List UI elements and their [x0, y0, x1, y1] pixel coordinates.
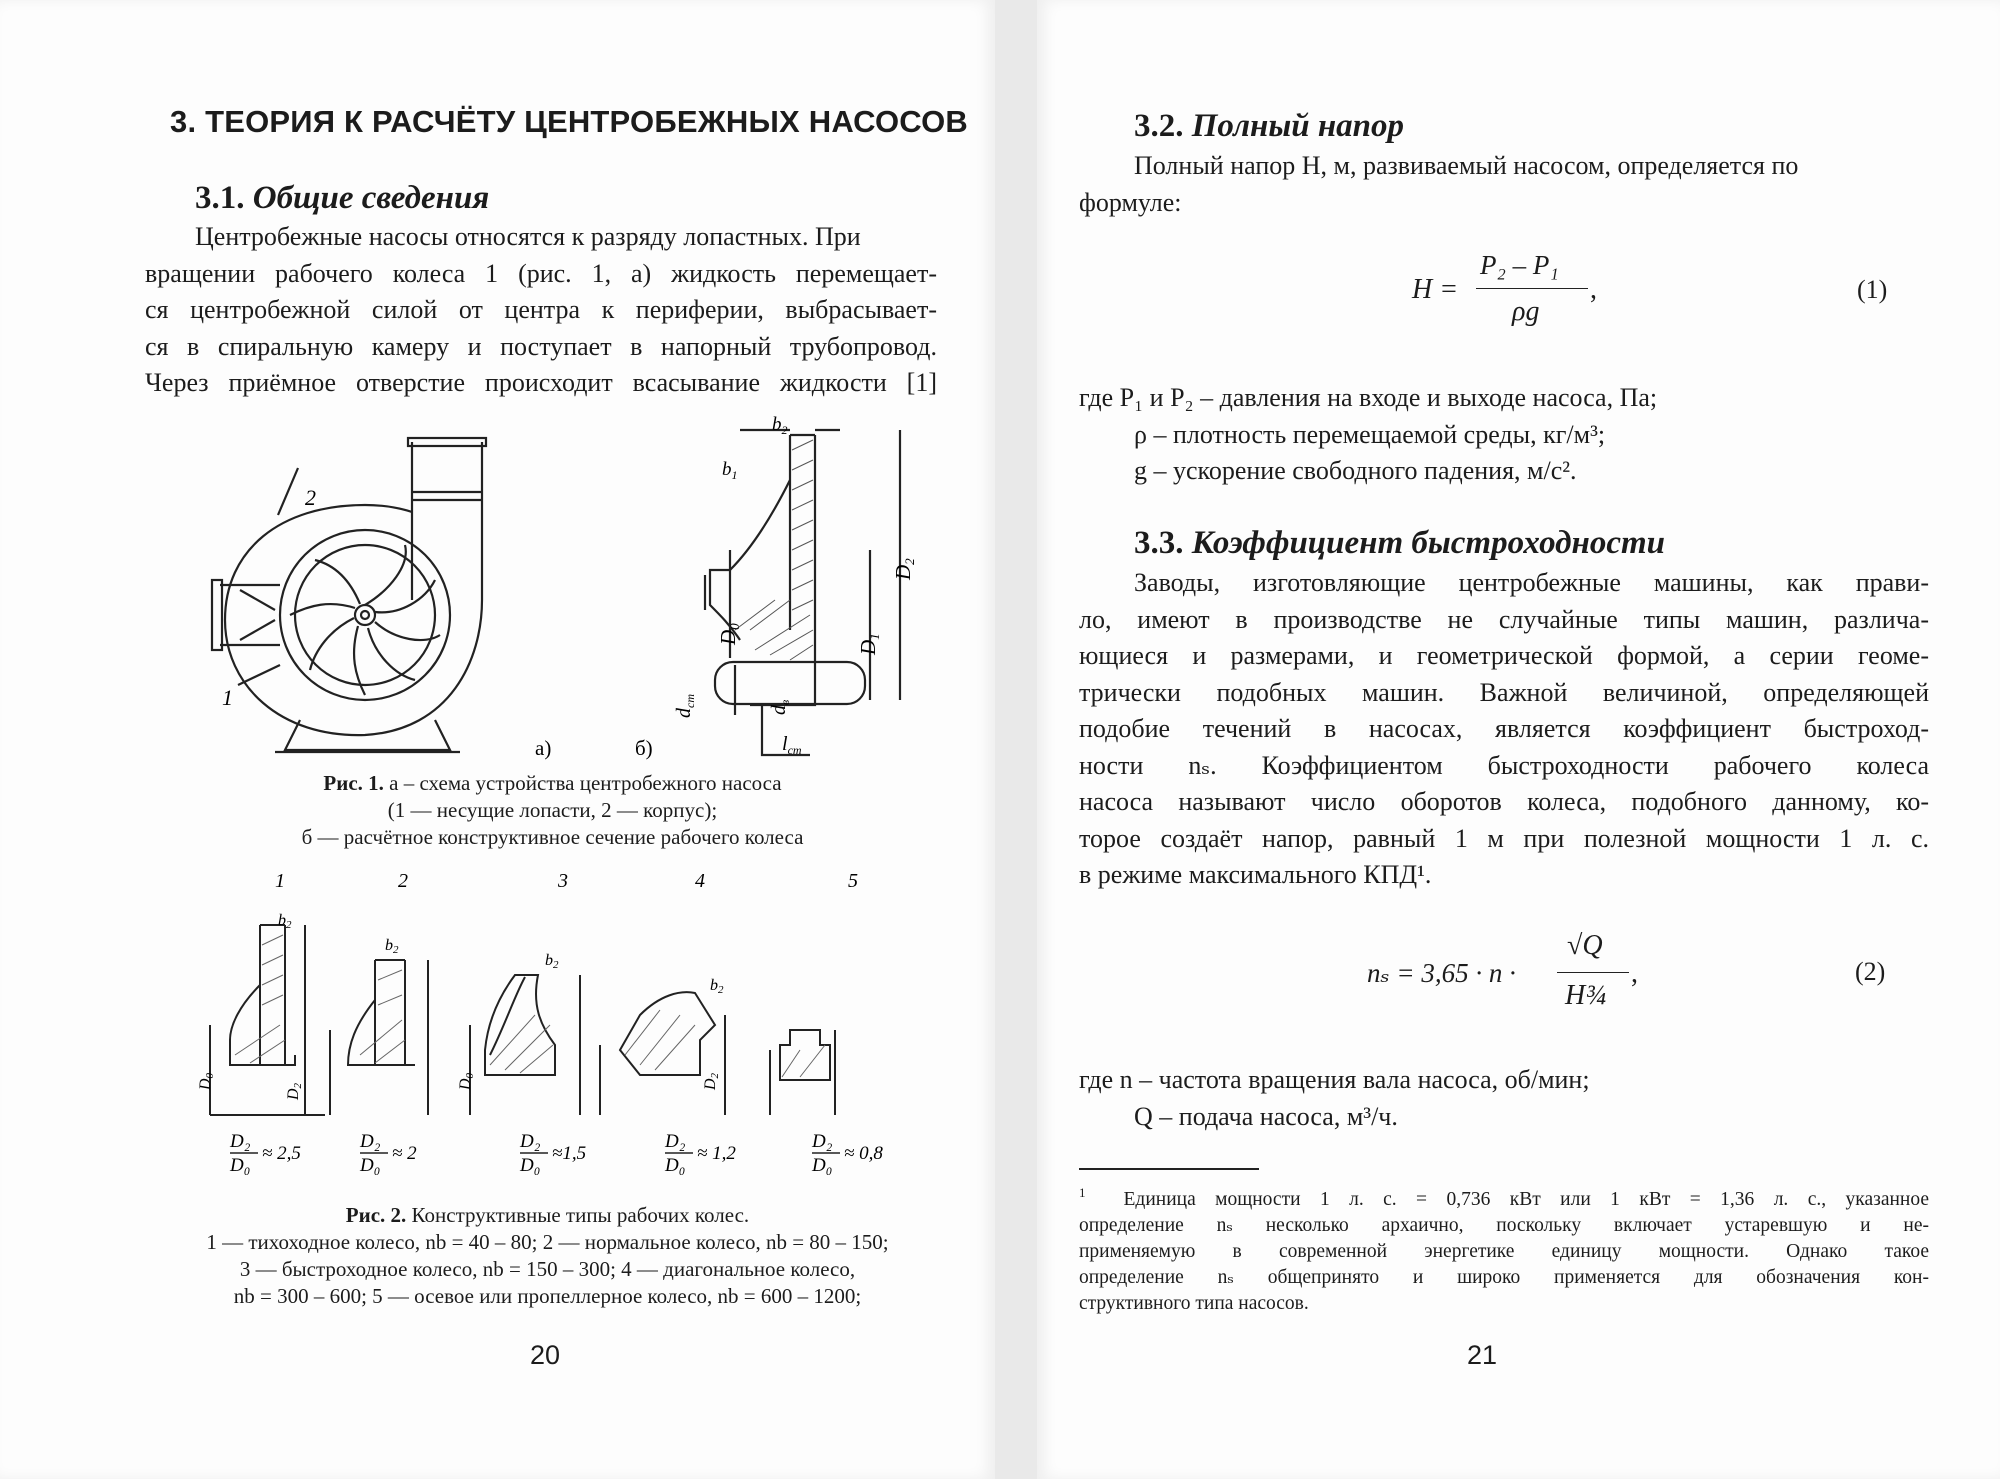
type-number: 4 [695, 870, 705, 892]
caption-label: Рис. 1. [323, 771, 384, 795]
pump-casing-drawing [212, 438, 486, 752]
legend-line: где n – частота вращения вала насоса, об/мин; [1079, 1065, 1590, 1094]
section-number: 3.2. [1134, 108, 1184, 144]
svg-text:D₂: D₂ [230, 1131, 251, 1152]
svg-text:D0: D0 [457, 1072, 476, 1090]
text-line: ности nₛ. Коэффициентом быстроходности рабочего колеса [1079, 750, 1929, 780]
ratio-value: ≈1,5 [552, 1143, 587, 1164]
footnote-line: определение nₛ общепринято и широко применяется для обозначения кон- [1079, 1266, 1929, 1288]
legend-line: где P₁ и P₂ – давления на входе и выходе насоса, Па; [1079, 383, 1658, 412]
text-line: Центробежные насосы относятся к разряду лопастных. При [195, 222, 861, 251]
text-line: насоса называют число оборотов колеса, подобного данному, ко- [1079, 787, 1929, 816]
page-number: 21 [1467, 1340, 1498, 1370]
dim-D2: D2 [891, 558, 917, 580]
text-line: Полный напор H, м, развиваемый насосом, определяется по [1134, 151, 1799, 180]
text-line: ло, имеют в производстве не случайные типы машин, различа- [1079, 604, 1929, 634]
section-3-1-text [145, 219, 937, 402]
svg-text:D₀: D₀ [230, 1155, 251, 1176]
section-3-2-heading [1134, 108, 1404, 145]
type-number: 5 [848, 870, 858, 892]
section-3-3-text [1079, 565, 1929, 894]
section-title: Общие сведения [252, 180, 490, 216]
callout-1: 1 [222, 685, 233, 710]
footnote-marker: 1 [1079, 1185, 1086, 1200]
type-number: 1 [275, 870, 285, 892]
formula-lhs: H = [1412, 274, 1459, 305]
formula-numerator: √Q [1567, 930, 1603, 961]
ratio-value: ≈ 1,2 [697, 1143, 736, 1164]
caption-text: а – схема устройства центробежного насоса [383, 771, 782, 795]
right-page [1037, 0, 2000, 1479]
svg-text:D₂: D₂ [360, 1131, 381, 1152]
impeller-types-hatching [235, 935, 825, 1077]
formula-1-legend [1079, 380, 1929, 490]
dim-b2: $b_2$ [772, 414, 788, 437]
dim-D0: D0 [716, 623, 742, 645]
chapter-title: 3. ТЕОРИЯ К РАСЧЁТУ ЦЕНТРОБЕЖНЫХ НАСОСОВ [170, 104, 968, 139]
text-line: подобие течений в насосах, является коэффициент быстроход- [1079, 714, 1929, 743]
footnote-rule [1079, 1168, 1259, 1170]
footnote-line: $^1$ Единица мощности 1 л. с. = 0,736 кВт или 1 кВт = 1,36 л. с., указанное [1079, 1185, 1929, 1210]
section-number: 3.1. [195, 180, 245, 216]
formula-numerator: P₂ – P₁ [1480, 250, 1559, 280]
figure-2-caption [140, 1202, 955, 1310]
page-number: 20 [530, 1340, 561, 1370]
svg-text:D₂: D₂ [665, 1131, 686, 1152]
impeller-type-numbers [275, 870, 858, 892]
dim-b1: $b_1$ [722, 459, 738, 482]
formula-denominator: ρg [1512, 296, 1540, 327]
section-title: Полный напор [1191, 108, 1405, 144]
impeller-dimension-labels [197, 912, 724, 1101]
section-3-2-text [1079, 148, 1929, 221]
callout-2: 2 [305, 485, 316, 510]
footnote [1079, 1180, 1929, 1317]
figure-label-a: а) [535, 736, 552, 760]
dim-lst: $l_{ст}$ [782, 733, 802, 757]
text-line: ющиеся и размерами, и геометрической формой, а серии геоме- [1079, 641, 1929, 670]
svg-text:D2: D2 [702, 1072, 721, 1090]
text-line: в режиме максимального КПД¹. [1079, 860, 1432, 889]
section-title: Коэффициент быстроходности [1191, 525, 1666, 561]
svg-text:D₂: D₂ [812, 1131, 833, 1152]
dim-dv: $d_в$ [768, 699, 792, 715]
footnote-line: определение nₛ несколько архаично, поскольку включает устаревшую и не- [1079, 1214, 1929, 1236]
svg-text:D0: D0 [197, 1072, 216, 1090]
caption-text: nb = 300 – 600; 5 — осевое или пропеллерное колесо, nb = 600 – 1200; [233, 1284, 862, 1308]
svg-text:D₀: D₀ [665, 1155, 686, 1176]
footnote-line: применяемую в современной энергетике единицу мощности. Однако такое [1079, 1240, 1929, 1262]
caption-text: 1 — тихоходное колесо, nb = 40 – 80; 2 — нормальное колесо, nb = 80 – 150; [206, 1230, 889, 1254]
svg-text:D₀: D₀ [812, 1155, 833, 1176]
ratio-value: ≈ 2 [392, 1143, 417, 1164]
dim-D1: D1 [856, 633, 882, 655]
dim-dst: $d_{ст}$ [673, 694, 697, 718]
text-line: ся в спиральную камеру и поступает в напорный трубопровод. [145, 331, 937, 361]
left-page [0, 0, 995, 1479]
formula-trail: , [1590, 274, 1597, 305]
svg-text:b2: b2 [545, 952, 559, 971]
svg-text:D₀: D₀ [360, 1155, 381, 1176]
ratio-value: ≈ 2,5 [262, 1143, 301, 1164]
formula-trail: , [1631, 958, 1638, 989]
caption-text: Конструктивные типы рабочих колес. [406, 1203, 750, 1227]
text-line: торое создаёт напор, равный 1 м при полезной мощности 1 л. с. [1079, 823, 1929, 853]
text-line: Заводы, изготовляющие центробежные машины, как прави- [1134, 568, 1929, 597]
formula-2-number: (2) [1855, 957, 1886, 986]
legend-line: ρ – плотность перемещаемой среды, кг/м³; [1134, 419, 1606, 449]
fraction-bar [1476, 288, 1588, 289]
svg-text:D₂: D₂ [520, 1131, 541, 1152]
legend-line: g – ускорение свободного падения, м/с². [1134, 456, 1577, 485]
formula-2-legend [1079, 1062, 1929, 1135]
impeller-ratios [229, 1131, 883, 1176]
caption-text: б — расчётное конструктивное сечение рабочего колеса [301, 825, 804, 849]
type-number: 2 [398, 870, 408, 892]
fraction-bar [1557, 972, 1629, 973]
ratio-value: ≈ 0,8 [844, 1143, 883, 1164]
formula-denominator: H¾ [1565, 980, 1607, 1011]
svg-text:D₀: D₀ [520, 1155, 541, 1176]
text-line: трически подобных машин. Важной величиной, определяющей [1079, 677, 1929, 707]
section-3-3-heading [1134, 525, 1665, 562]
section-number: 3.3. [1134, 525, 1184, 561]
text-line: ся центробежной силой от центра к периферии, выбрасывает- [145, 295, 937, 324]
legend-line: Q – подача насоса, м³/ч. [1134, 1101, 1398, 1131]
text-line: формуле: [1079, 187, 1182, 217]
svg-text:b2: b2 [385, 937, 399, 956]
caption-text: 3 — быстроходное колесо, nb = 150 – 300; 4 — диагональное колесо, [239, 1257, 856, 1281]
svg-text:D2: D2 [285, 1082, 304, 1100]
text-line: Через приёмное отверстие происходит всасывание жидкости [1] [145, 368, 937, 397]
figure-label-b: б) [635, 736, 653, 760]
footnote-line: структивного типа насосов. [1079, 1292, 1309, 1314]
figure-1 [150, 400, 950, 765]
svg-text:b2: b2 [710, 977, 724, 996]
svg-text:b2: b2 [278, 912, 292, 931]
figure-2 [170, 865, 950, 1195]
formula-1 [1412, 250, 1632, 340]
caption-text: (1 — несущие лопасти, 2 — корпус); [387, 798, 718, 822]
formula-1-number: (1) [1857, 275, 1888, 304]
text-line: вращении рабочего колеса 1 (рис. 1, а) жидкость перемещает- [145, 258, 937, 288]
type-number: 3 [558, 870, 568, 892]
formula-2 [1367, 930, 1677, 1030]
section-3-1-heading [195, 180, 489, 217]
figure-1-caption [165, 770, 940, 851]
formula-lhs: nₛ = 3,65 · n · [1367, 958, 1516, 988]
caption-label: Рис. 2. [345, 1203, 407, 1227]
